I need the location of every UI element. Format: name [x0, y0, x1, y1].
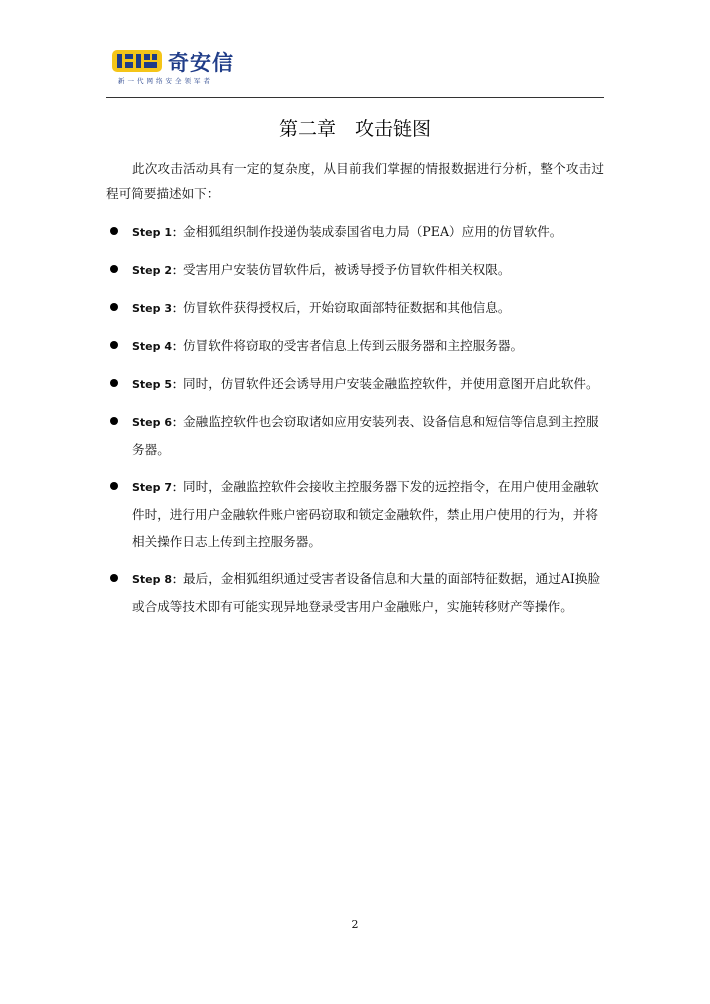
bullet-icon: [110, 227, 118, 235]
bullet-icon: [110, 482, 118, 490]
step-item: [106, 473, 604, 555]
step-list: [106, 218, 604, 620]
step-text: 仿冒软件将窃取的受害者信息上传到云服务器和主控服务器。: [183, 338, 524, 353]
step-label: Step 1：: [132, 226, 183, 239]
logo-tagline: 新一代网络安全领军者: [118, 77, 213, 85]
step-text: 受害用户安装仿冒软件后，被诱导授予仿冒软件相关权限。: [183, 262, 511, 277]
intro-paragraph: 此次攻击活动具有一定的复杂度，从目前我们掌握的情报数据进行分析，整个攻击过程可简要描述如下：: [106, 161, 604, 201]
bullet-icon: [110, 265, 118, 273]
step-item: [106, 332, 604, 360]
bullet-icon: [110, 341, 118, 349]
step-item: [106, 218, 604, 246]
step-item: [106, 408, 604, 463]
step-text: 金相狐组织制作投递伪装成泰国省电力局（PEA）应用的仿冒软件。: [183, 224, 563, 239]
bullet-icon: [110, 303, 118, 311]
step-item: [106, 256, 604, 284]
step-label: Step 3：: [132, 302, 183, 315]
step-label: Step 8：: [132, 573, 183, 586]
bullet-icon: [110, 379, 118, 387]
logo-mark-icon: [112, 48, 162, 74]
bullet-icon: [110, 574, 118, 582]
step-label: Step 7：: [132, 481, 183, 494]
step-text: 同时，仿冒软件还会诱导用户安装金融监控软件，并使用意图开启此软件。: [183, 376, 599, 391]
step-text: 仿冒软件获得授权后，开始窃取面部特征数据和其他信息。: [183, 300, 511, 315]
step-item: [106, 565, 604, 620]
step-label: Step 6：: [132, 416, 183, 429]
bullet-icon: [110, 417, 118, 425]
page-header: [106, 44, 604, 98]
step-label: Step 4：: [132, 340, 183, 353]
step-text: 最后，金相狐组织通过受害者设备信息和大量的面部特征数据，通过AI换脸或合成等技术即有可能实现异地登录受害用户金融账户，实施转移财产等操作。: [132, 571, 601, 614]
logo-text: 奇安信: [168, 51, 234, 75]
step-label: Step 2：: [132, 264, 183, 277]
header-divider: [106, 97, 604, 98]
step-text: 金融监控软件也会窃取诸如应用安装列表、设备信息和短信等信息到主控服务器。: [132, 414, 599, 457]
step-item: [106, 294, 604, 322]
chapter-title: 第二章 攻击链图: [278, 118, 431, 140]
step-item: [106, 370, 604, 398]
step-text: 同时，金融监控软件会接收主控服务器下发的远控指令，在用户使用金融软件时，进行用户金融软件账户密码窃取和锁定金融软件，禁止用户使用的行为，并将相关操作日志上传到主控服务器。: [132, 479, 599, 549]
page-number: 2: [351, 918, 359, 931]
step-label: Step 5：: [132, 378, 183, 391]
